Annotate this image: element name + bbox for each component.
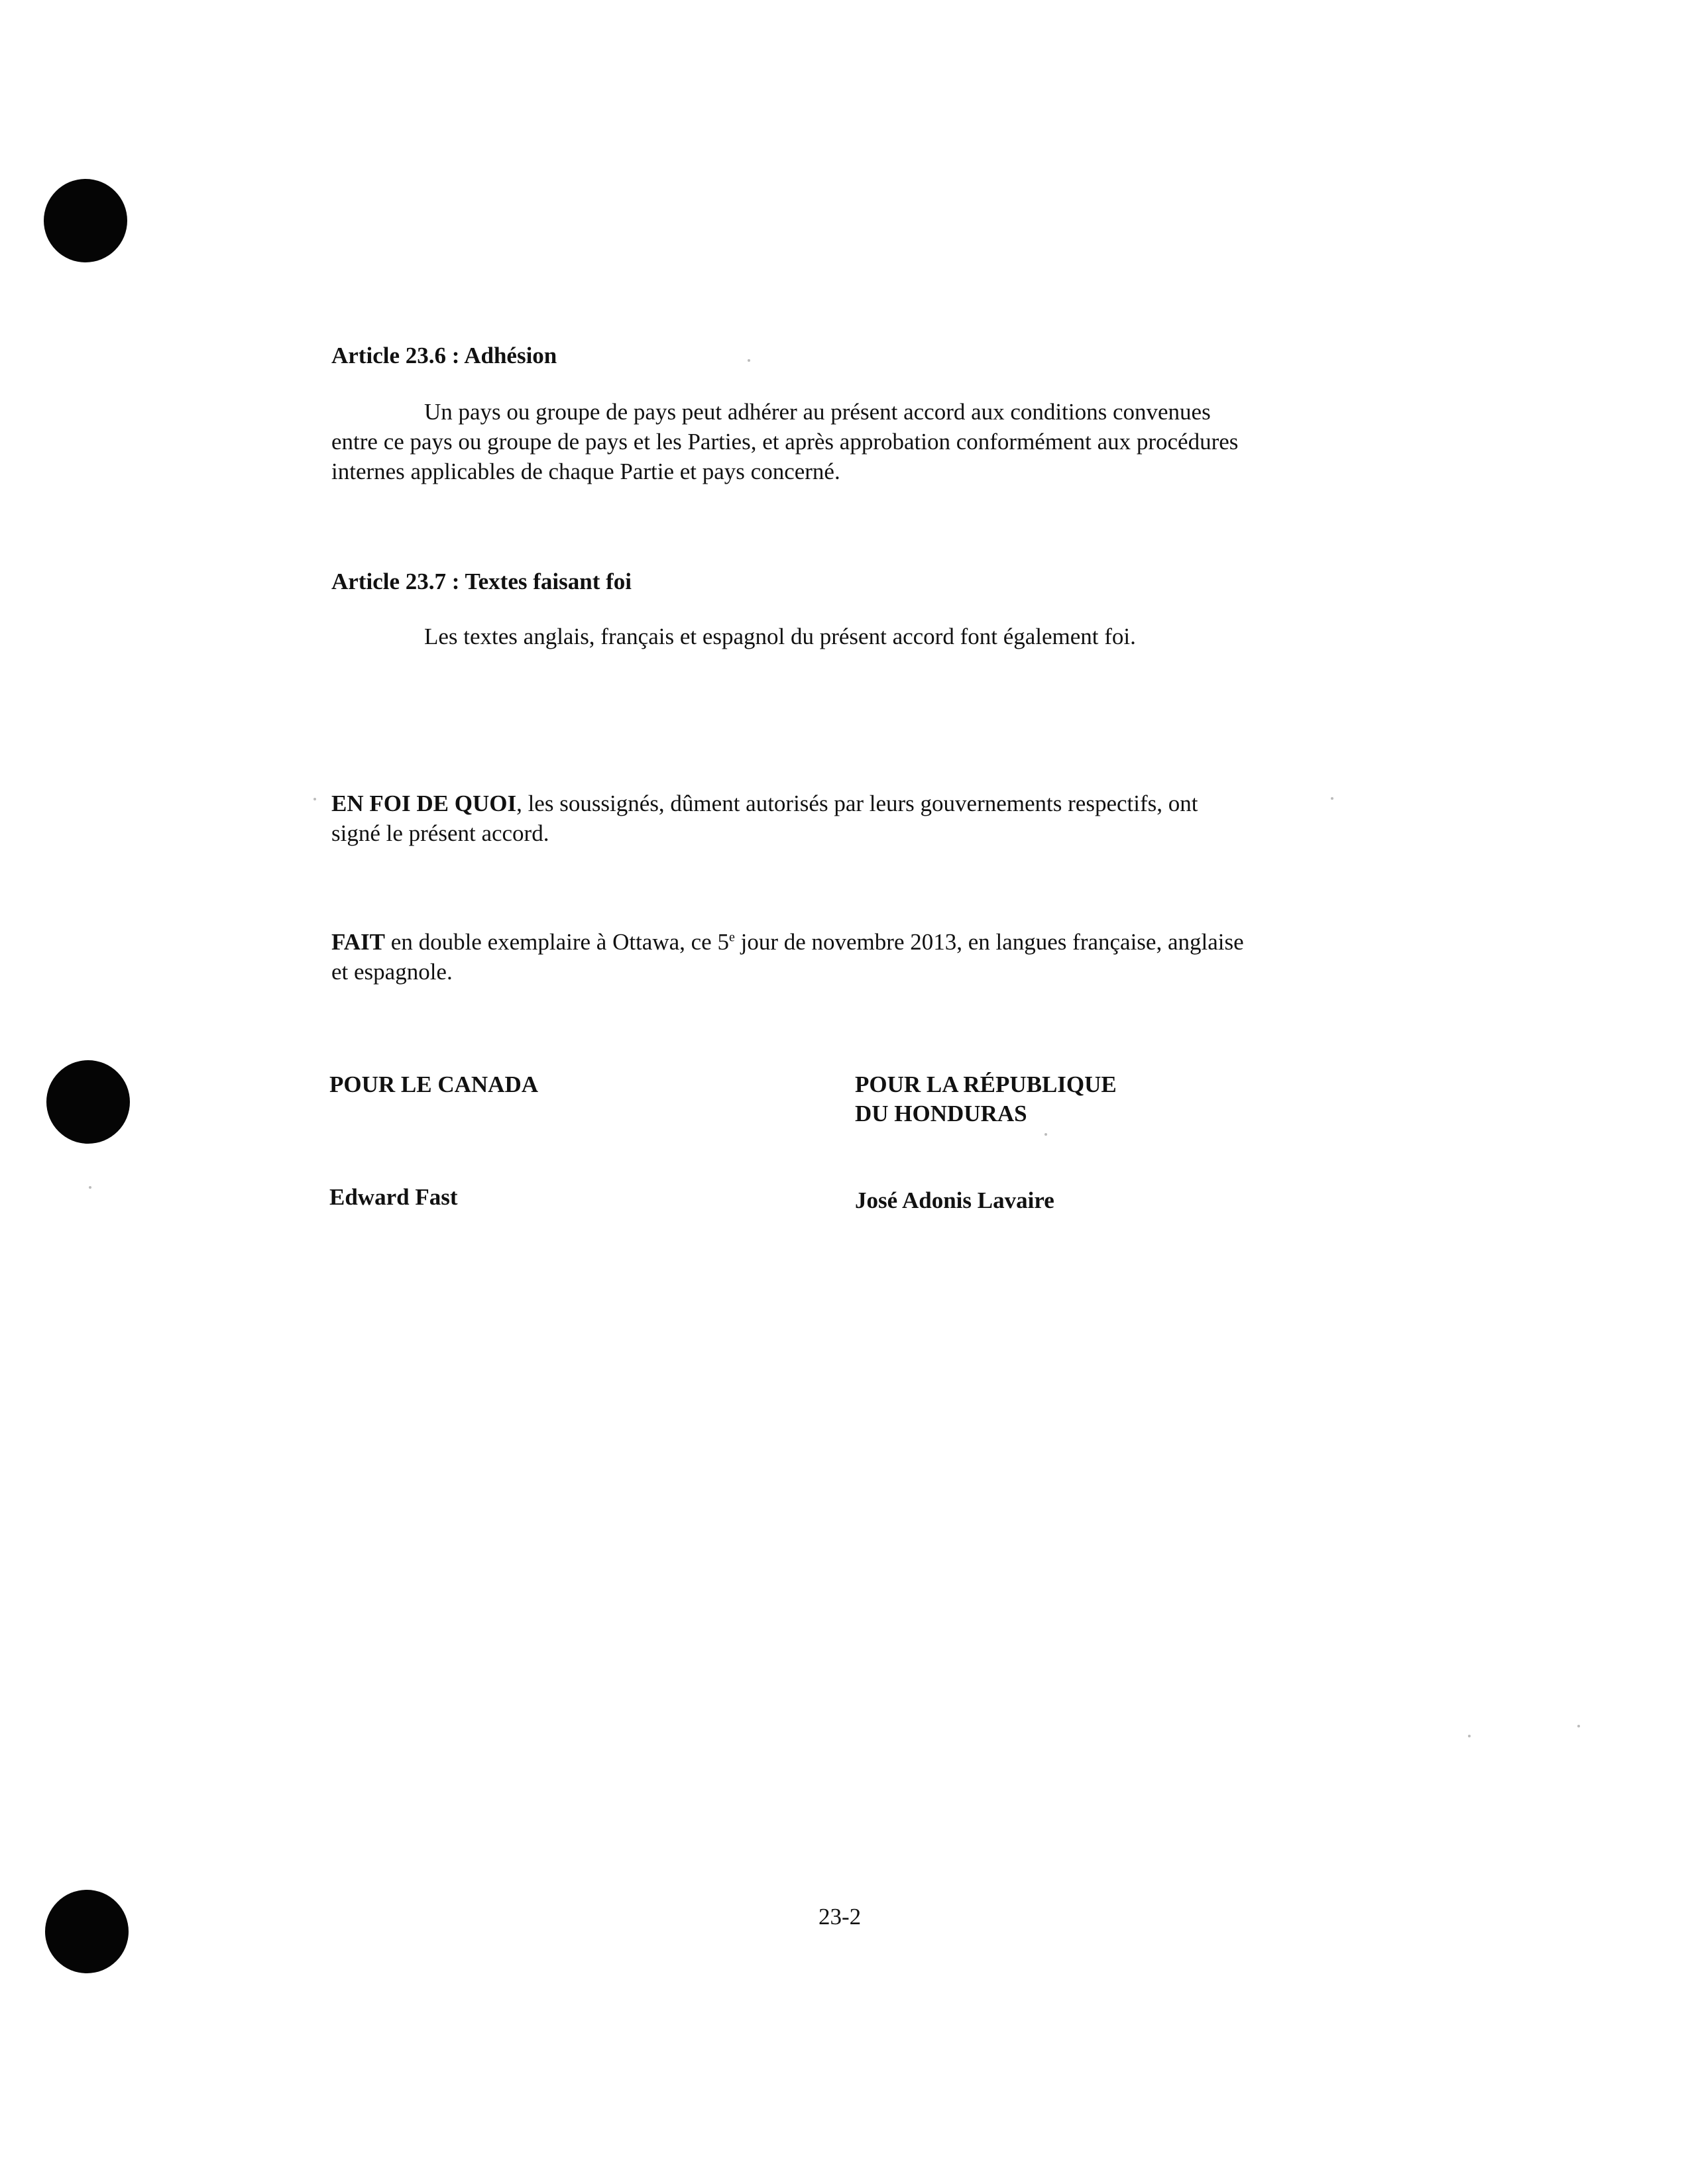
article-23-6-line-3: internes applicables de chaque Partie et pays concerné.	[331, 459, 840, 484]
article-23-6-line-2: entre ce pays ou groupe de pays et les Parties, et après approbation conformément aux procédures	[331, 429, 1239, 455]
scan-speck	[89, 1186, 91, 1189]
honduras-label-line-1: POUR LA RÉPUBLIQUE	[855, 1071, 1117, 1097]
article-23-6-section	[331, 341, 1238, 486]
en-foi-paragraph	[331, 789, 1198, 848]
honduras-label-line-2: DU HONDURAS	[855, 1101, 1027, 1126]
honduras-label	[855, 1070, 1117, 1128]
honduras-signatory: José Adonis Lavaire	[855, 1187, 1054, 1213]
en-foi-lead: EN FOI DE QUOI	[331, 791, 517, 816]
canada-signatory: Edward Fast	[329, 1184, 458, 1210]
article-23-7-heading: Article 23.7 : Textes faisant foi	[331, 569, 632, 594]
article-23-6-line-1: Un pays ou groupe de pays peut adhérer au présent accord aux conditions convenues	[424, 399, 1211, 425]
scan-speck	[1331, 797, 1333, 800]
page-number: 23-2	[818, 1904, 862, 1930]
scan-speck	[1468, 1735, 1471, 1737]
punch-hole-bottom	[45, 1890, 129, 1973]
scan-speck	[313, 798, 316, 800]
scan-speck	[1044, 1133, 1047, 1136]
article-23-7-text: Les textes anglais, français et espagnol du présent accord font également foi.	[424, 624, 1136, 649]
en-foi-line-2: signé le présent accord.	[331, 820, 549, 846]
fait-line-1-post: jour de novembre 2013, en langues française, anglaise	[734, 929, 1244, 955]
article-23-7-section	[331, 567, 1136, 651]
fait-line-2: et espagnole.	[331, 959, 453, 985]
fait-line-1	[331, 927, 1244, 957]
fait-line-1-pre: en double exemplaire à Ottawa, ce 5	[385, 929, 729, 955]
article-23-6-heading: Article 23.6 : Adhésion	[331, 343, 557, 368]
fait-superscript: e	[728, 930, 735, 945]
en-foi-line-1-rest: , les soussignés, dûment autorisés par leurs gouvernements respectifs, ont	[516, 791, 1198, 816]
punch-hole-middle	[46, 1060, 130, 1144]
fait-lead: FAIT	[331, 929, 386, 955]
punch-hole-top	[44, 179, 127, 262]
canada-label: POUR LE CANADA	[329, 1071, 538, 1097]
en-foi-line-1	[331, 789, 1198, 818]
fait-paragraph	[331, 927, 1244, 987]
scan-speck	[1577, 1725, 1580, 1727]
